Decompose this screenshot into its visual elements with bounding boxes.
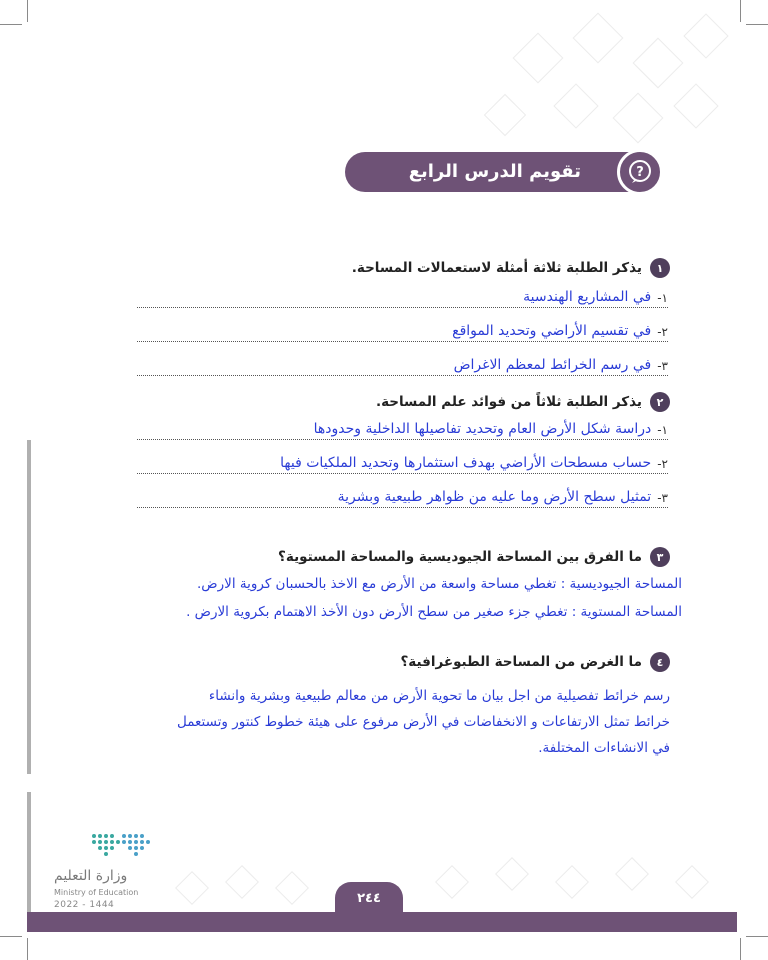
answer-line [137,450,668,474]
question-number-badge: ٤ [650,652,670,672]
answer-text: حساب مسطحات الأراضي بهدف استثمارها وتحديد الملكيات فيها [280,455,652,471]
answer-paragraph-line: المساحة المستوية : تغطي جزء صغير من سطح الأرض دون الأخذ الاهتمام بكروية الارض . [186,604,682,620]
answer-text: في تقسيم الأراضي وتحديد المواقع [452,323,652,339]
decorative-square [435,865,469,899]
decorative-square [553,83,598,128]
svg-text:?: ? [636,165,644,180]
answer-text: دراسة شكل الأرض العام وتحديد تفاصيلها الداخلية وحدودها [313,421,652,437]
question-3 [278,547,670,567]
answer-paragraph-line: خرائط تمثل الارتفاعات و الانخفاضات في الأرض مرفوع على هيئة خطوط كنتور وتستعمل [176,714,670,730]
answer-prefix: ٣- [657,491,668,505]
decorative-square [615,857,649,891]
answer-prefix: ٢- [657,325,668,339]
decorative-square [513,33,564,84]
answer-line [137,416,668,440]
answer-prefix: ٣- [657,359,668,373]
crop-mark [0,24,22,25]
crop-mark [746,24,768,25]
question-number-badge: ٢ [650,392,670,412]
answer-text: في المشاريع الهندسية [523,289,652,305]
crop-mark [0,936,22,937]
footer-bar [27,912,737,932]
decorative-square [175,871,209,905]
crop-mark [746,936,768,937]
answer-prefix: ٢- [657,457,668,471]
decorative-square [484,94,526,136]
ministry-name-english: Ministry of Education [54,888,139,897]
decorative-square [683,13,728,58]
margin-bar [27,440,31,774]
answer-prefix: ١- [657,423,668,437]
lesson-title-banner [345,152,663,222]
decorative-square [555,865,589,899]
question-2 [376,392,670,412]
crop-mark [740,0,741,22]
decorative-square [225,865,259,899]
decorative-square [275,871,309,905]
lesson-title: تقويم الدرس الرابع والثلاثين [345,152,643,192]
answer-prefix: ١- [657,291,668,305]
question-4 [400,652,670,672]
answer-line [137,318,668,342]
answer-paragraph-line: رسم خرائط تفصيلية من اجل بيان ما تحوية الأرض من معالم طبيعية وبشرية وانشاء [208,688,670,704]
page-number: ٢٤٤ [335,882,403,914]
question-bubble-icon [617,149,663,195]
decorative-square [673,83,718,128]
answer-line [137,284,668,308]
question-text: ما الفرق بين المساحة الجيوديسية والمساحة المستوية؟ [278,549,642,565]
question-text: يذكر الطلبة ثلاثاً من فوائد علم المساحة. [375,394,642,410]
answer-text: تمثيل سطح الأرض وما عليه من ظواهر طبيعية وبشرية [337,489,652,505]
crop-mark [27,0,28,22]
decorative-square [613,93,664,144]
decorative-square [633,38,684,89]
crop-mark [740,938,741,960]
question-text: ما الغرض من المساحة الطبوغرافية؟ [400,654,642,670]
decorative-square [573,13,624,64]
answer-paragraph-line: في الانشاءات المختلفة. [538,740,670,756]
crop-mark [27,938,28,960]
question-text: يذكر الطلبة ثلاثة أمثلة لاستعمالات المساحة. [351,260,642,276]
answer-line [137,484,668,508]
answer-line [137,352,668,376]
answer-text: في رسم الخرائط لمعظم الاغراض [453,357,652,373]
ministry-name-arabic: وزارة التعليم [54,868,128,884]
question-number-badge: ٣ [650,547,670,567]
edition-year: 2022 - 1444 [54,900,115,910]
margin-bar [27,792,31,912]
question-1 [352,258,670,278]
question-number-badge: ١ [650,258,670,278]
answer-paragraph-line: المساحة الجيوديسية : تغطي مساحة واسعة من الأرض مع الاخذ بالحسبان كروية الارض. [196,576,682,592]
decorative-square [495,857,529,891]
decorative-square [675,865,709,899]
ministry-logo [90,832,150,860]
